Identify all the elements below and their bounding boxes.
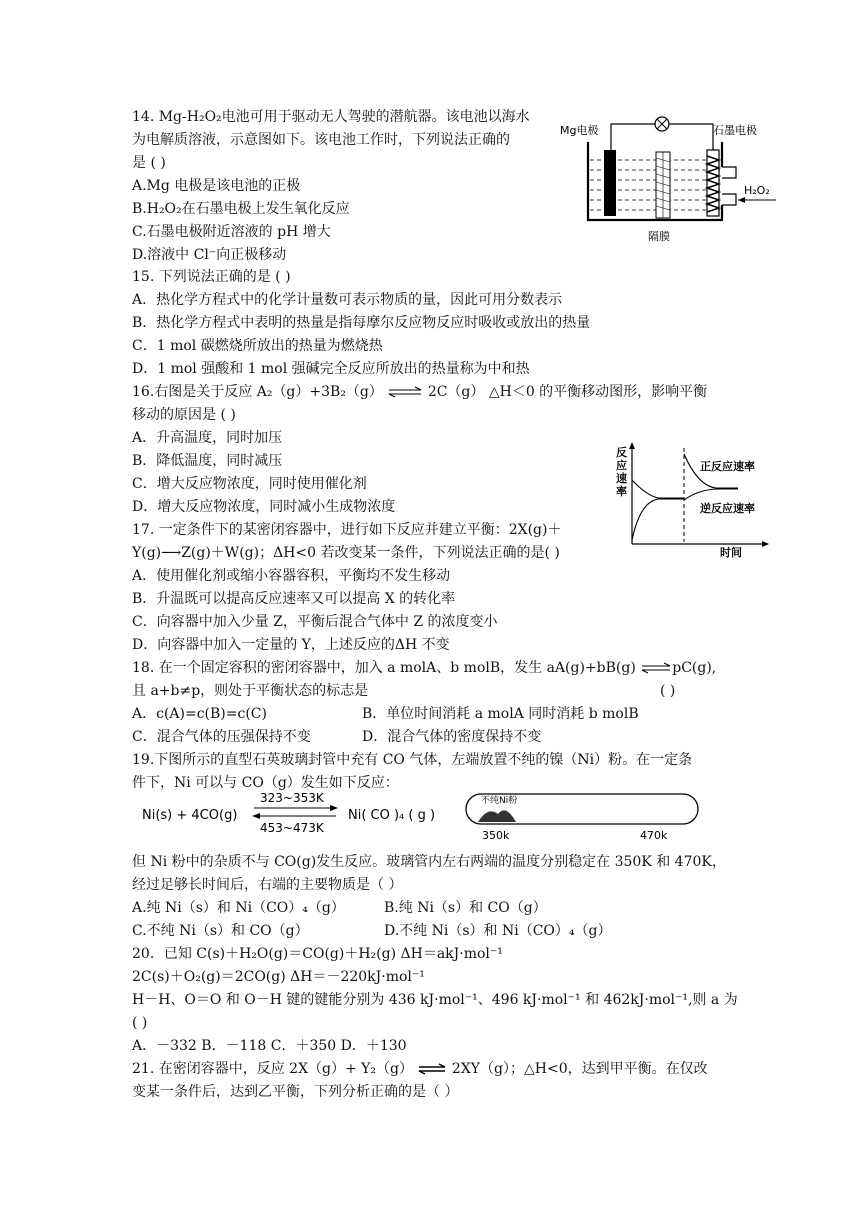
- q17-line2: Y(g)⟶Z(g)＋W(g)；ΔH<0 若改变某一条件，下列说法正确的是( ): [132, 545, 560, 561]
- q17-option-d: D．向容器中加入一定量的 Y，上述反应的ΔH 不变: [132, 637, 450, 653]
- graph-ylabel-2: 应: [616, 459, 627, 472]
- q19-line1: 19.下图所示的直型石英玻璃封管中充有 CO 气体，左端放置不纯的镍（Ni）粉。在一定条: [132, 752, 693, 768]
- equilibrium-arrow-icon: [640, 662, 672, 674]
- q18-line1: [132, 657, 716, 679]
- mg-electrode-label: Mg电极: [560, 124, 599, 137]
- q15-stem: 15. 下列说法正确的是 ( ): [132, 269, 291, 285]
- h2o2-label: H₂O₂: [744, 184, 770, 197]
- q18-line2: 且 a+b≠p，则处于平衡状态的标志是: [132, 683, 369, 699]
- graph-ylabel-3: 速: [616, 472, 627, 485]
- bulb-icon: [655, 117, 669, 131]
- q14-option-d: D.溶液中 Cl⁻向正极移动: [132, 247, 287, 263]
- q16-option-c: C．增大反应物浓度，同时使用催化剂: [132, 476, 367, 492]
- q19-option-a: A.纯 Ni（s）和 Ni（CO）₄（g）: [132, 900, 345, 916]
- q19-option-c: C.不纯 Ni（s）和 CO（g）: [132, 923, 309, 939]
- graph-ylabel-4: 率: [616, 485, 627, 498]
- q16-stem: [132, 381, 707, 403]
- tube-right-temp: 470k: [640, 829, 668, 842]
- q14-option-b: B.H₂O₂在石墨电极上发生氧化反应: [132, 201, 350, 217]
- q18-line1a: 18. 在一个固定容积的密闭容器中，加入 a molA、b molB，发生 aA(g)+bB(g): [132, 660, 636, 676]
- q15-option-b: B．热化学方程式中表明的热量是指每摩尔反应物反应时吸收或放出的热量: [132, 315, 591, 331]
- q16-stem-a: 16.右图是关于反应 A₂（g）+3B₂（g）: [132, 384, 383, 400]
- q20-options: A．－332 B．－118 C．＋350 D．＋130: [132, 1038, 407, 1054]
- q19-option-b: B.纯 Ni（s）和 CO（g）: [384, 900, 547, 916]
- q16-option-b: B．降低温度，同时减压: [132, 453, 283, 469]
- q19-line3: 但 Ni 粉中的杂质不与 CO(g)发生反应。玻璃管内左右两端的温度分别稳定在 350K 和 470K，: [132, 854, 726, 870]
- q16-option-d: D．增大反应物浓度，同时减小生成物浓度: [132, 499, 396, 515]
- equilibrium-arrow-icon: [387, 386, 423, 398]
- q19-option-d: D.不纯 Ni（s）和 Ni（CO）₄（g）: [384, 923, 612, 939]
- q14-line1: 14. Mg-H₂O₂电池可用于驱动无人驾驶的潜航器。该电池以海水: [132, 109, 530, 125]
- mg-electrode: [604, 150, 616, 216]
- tube-left-temp: 350k: [482, 829, 510, 842]
- q20-line2: 2C(s)＋O₂(g)＝2CO(g) ΔH＝－220kJ·mol⁻¹: [132, 969, 425, 985]
- q16-line2: 移动的原因是 ( ): [132, 407, 236, 423]
- battery-diagram: [558, 112, 788, 247]
- q14-line2: 为电解质溶液，示意图如下。该电池工作时，下列说法正确的: [132, 132, 510, 148]
- q21-line1b: 2XY（g）；△H<0，达到甲平衡。在仅改: [451, 1061, 708, 1077]
- equilibrium-arrow-icon: [417, 1063, 447, 1075]
- rate-time-graph: [612, 440, 772, 558]
- graph-ylabel-1: 反: [616, 446, 627, 459]
- ni-co-reaction-figure: [138, 788, 718, 842]
- q17-option-a: A．使用催化剂或缩小容器容积，平衡均不发生移动: [132, 568, 451, 584]
- q18-option-c: C．混合气体的压强保持不变: [132, 729, 311, 745]
- q14-option-a: A.Mg 电极是该电池的正极: [132, 178, 301, 194]
- forward-rate-label: 正反应速率: [700, 460, 755, 473]
- eq-top-temp: 323~353K: [260, 791, 324, 805]
- q14-option-c: C.石墨电极附近溶液的 pH 增大: [132, 224, 331, 240]
- graphite-electrode-label: 石墨电极: [713, 124, 757, 137]
- q16-stem-b: 2C（g） △H＜0 的平衡移动图形，影响平衡: [427, 384, 708, 400]
- eq-bottom-temp: 453~473K: [260, 821, 324, 835]
- q18-line1b: pC(g),: [672, 660, 717, 676]
- q17-option-b: B．升温既可以提高反应速率又可以提高 X 的转化率: [132, 591, 456, 607]
- q18-option-a: A．c(A)=c(B)=c(C): [132, 706, 267, 722]
- q14-line3: 是 ( ): [132, 155, 166, 171]
- q21-line1: [132, 1058, 708, 1080]
- eq-right: Ni( CO )₄ ( g ): [348, 808, 436, 823]
- q15-option-a: A．热化学方程式中的化学计量数可表示物质的量，因此可用分数表示: [132, 292, 563, 308]
- tube-ni-label: 不纯Ni粉: [481, 796, 518, 806]
- membrane-label: 隔膜: [648, 230, 670, 243]
- reverse-rate-label: 逆反应速率: [700, 502, 755, 515]
- q19-line2: 件下，Ni 可以与 CO（g）发生如下反应：: [132, 775, 399, 791]
- q15-option-d: D．1 mol 强酸和 1 mol 强碱完全反应所放出的热量称为中和热: [132, 361, 530, 377]
- q20-line4: ( ): [132, 1015, 148, 1031]
- q21-line2: 变某一条件后，达到乙平衡，下列分析正确的是（ ）: [132, 1084, 459, 1100]
- q18-option-d: D．混合气体的密度保持不变: [362, 729, 542, 745]
- q18-option-b: B．单位时间消耗 a molA 同时消耗 b molB: [362, 706, 639, 722]
- q16-option-a: A．升高温度，同时加压: [132, 430, 283, 446]
- eq-left: Ni(s) + 4CO(g): [142, 808, 238, 823]
- graph-xlabel: 时间: [720, 546, 742, 558]
- membrane: [656, 152, 670, 218]
- q20-line3: H－H、O＝O 和 O－H 键的键能分别为 436 kJ·mol⁻¹、496 kJ·mol⁻¹ 和 462kJ·mol⁻¹,则 a 为: [132, 992, 738, 1008]
- q18-paren: ( ): [660, 683, 676, 699]
- q17-line1: 17. 一定条件下的某密闭容器中，进行如下反应并建立平衡：2X(g)＋: [132, 522, 562, 538]
- q19-line4: 经过足够长时间后，右端的主要物质是（ ）: [132, 877, 403, 893]
- q21-line1a: 21. 在密闭容器中，反应 2X（g）+ Y₂（g）: [132, 1061, 413, 1077]
- q17-option-c: C．向容器中加入少量 Z，平衡后混合气体中 Z 的浓度变小: [132, 614, 498, 630]
- q15-option-c: C．1 mol 碳燃烧所放出的热量为燃烧热: [132, 338, 383, 354]
- graphite-electrode: [707, 150, 719, 216]
- q20-line1: 20．已知 C(s)＋H₂O(g)＝CO(g)＋H₂(g) ΔH＝akJ·mol⁻¹: [132, 946, 503, 962]
